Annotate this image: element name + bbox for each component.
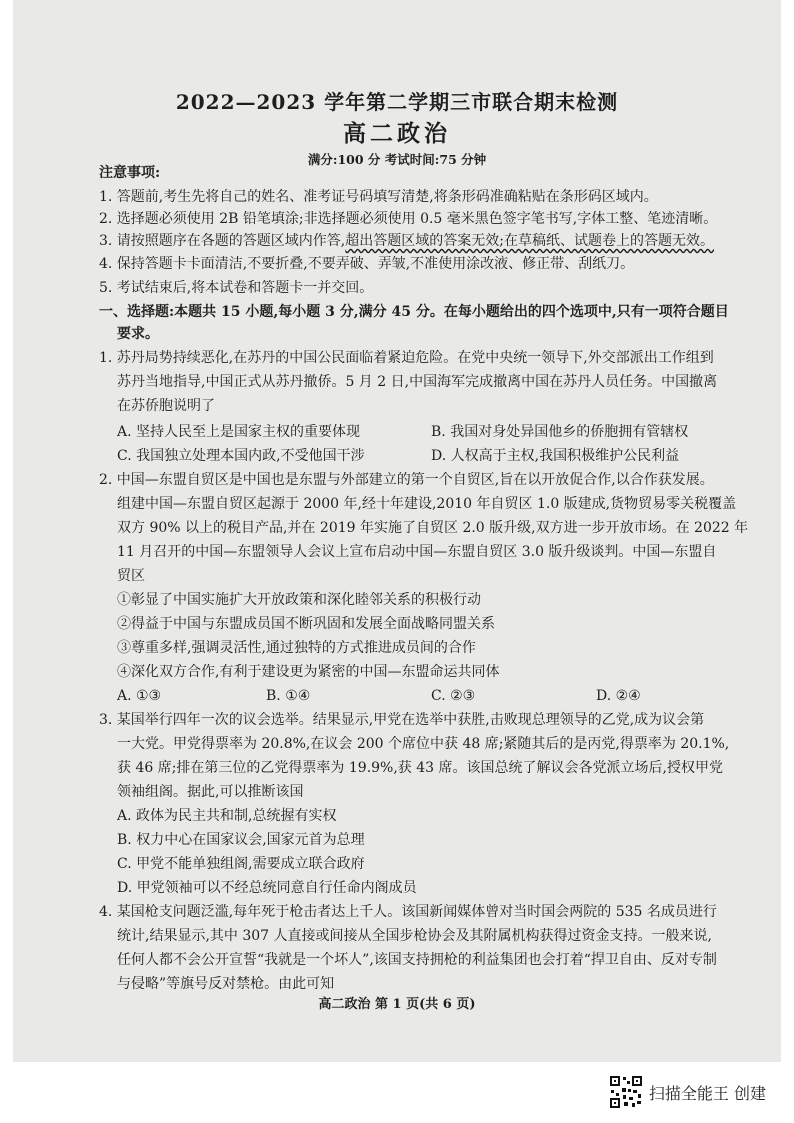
section-heading: 一、选择题:本题共 15 小题,每小题 3 分,满分 45 分。在每小题给出的四个选项中,只有一项符合题目 (99, 304, 729, 320)
q2-stem-line: 贸区 (117, 568, 145, 584)
q2-statement: ①彰显了中国实施扩大开放政策和深化睦邻关系的积极行动 (117, 592, 481, 608)
notice-item-3-underlined: 超出答题区域的答案无效;在草稿纸、试题卷上的答题无效。 (345, 233, 714, 249)
q2-option-d: D. ②④ (596, 688, 641, 704)
section-heading-cont: 要求。 (117, 326, 159, 342)
qr-code-icon (609, 1075, 643, 1109)
q3-stem-line: 领袖组阁。据此,可以推断该国 (117, 784, 304, 800)
notice-item-3-text: 3. 请按照题序在各题的答题区域内作答, (99, 233, 346, 249)
notice-item-3 (99, 230, 714, 252)
q1-stem-line: 在苏侨胞说明了 (117, 398, 215, 414)
q1-stem-line: 苏丹当地指导,中国正式从苏丹撤侨。5 月 2 日,中国海军完成撤离中国在苏丹人员任务。中国撤离 (117, 374, 718, 390)
q3-stem-line: 一大党。甲党得票率为 20.8%,在议会 200 个席位中获 48 席;紧随其后的是丙党,得票率为 20.1%, (117, 736, 730, 752)
q1-option-a: A. 坚持人民至上是国家主权的重要体现 (117, 424, 361, 440)
q4-stem-line: 任何人都不会公开宣誓“我就是一个坏人”,该国支持拥枪的利益集团也会打着“捍卫自由、反对专制 (117, 952, 717, 968)
scanner-watermark (609, 1075, 766, 1109)
q2-option-a: A. ①③ (117, 688, 162, 704)
exam-title: 2022—2023 学年第二学期三市联合期末检测 (175, 90, 619, 114)
q2-statement: ②得益于中国与东盟成员国不断巩固和发展全面战略同盟关系 (117, 616, 495, 632)
q2-stem-line: 11 月召开的中国—东盟领导人会议上宣布启动中国—东盟自贸区 3.0 版升级谈判。中国—东盟自 (117, 544, 717, 560)
notice-heading: 注意事项: (99, 165, 161, 181)
q1-option-b: B. 我国对身处异国他乡的侨胞拥有管辖权 (431, 424, 689, 440)
q2-statement: ④深化双方合作,有利于建设更为紧密的中国—东盟命运共同体 (117, 664, 500, 680)
notice-item-4: 4. 保持答题卡卡面清洁,不要折叠,不要弄破、弄皱,不准使用涂改液、修正带、刮纸刀。 (99, 256, 635, 272)
q4-stem-line: 与侵略”等旗号反对禁枪。由此可知 (117, 976, 335, 992)
q3-option-d: D. 甲党领袖可以不经总统同意自行任命内阁成员 (117, 880, 417, 896)
q1-option-c: C. 我国独立处理本国内政,不受他国干涉 (117, 448, 365, 464)
exam-page (13, 0, 781, 1062)
page-footer: 高二政治 第 1 页(共 6 页) (318, 997, 476, 1012)
notice-item-5: 5. 考试结束后,将本试卷和答题卡一并交回。 (99, 280, 374, 296)
notice-item-1: 1. 答题前,考生先将自己的姓名、准考证号码填写清楚,将条形码准确粘贴在条形码区域内。 (99, 189, 658, 205)
q4-stem-line: 4. 某国枪支问题泛滥,每年死于枪击者达上千人。该国新闻媒体曾对当时国会两院的 535 名成员进行 (99, 904, 717, 920)
subject-title: 高二政治 (343, 120, 451, 147)
q2-stem-line: 双方 90% 以上的税目产品,并在 2019 年实施了自贸区 2.0 版升级,双方进一步开放市场。在 2022 年 (117, 520, 749, 536)
q1-stem-line: 1. 苏丹局势持续恶化,在苏丹的中国公民面临着紧迫危险。在党中央统一领导下,外交部派出工作组到 (99, 350, 714, 366)
q1-option-d: D. 人权高于主权,我国积极维护公民利益 (431, 448, 680, 464)
q4-stem-line: 统计,结果显示,其中 307 人直接或间接从全国步枪协会及其附属机构获得过资金支持。一般来说, (117, 928, 712, 944)
q3-option-c: C. 甲党不能单独组阁,需要成立联合政府 (117, 856, 365, 872)
q3-option-b: B. 权力中心在国家议会,国家元首为总理 (117, 832, 365, 848)
q2-stem-line: 组建中国—东盟自贸区起源于 2000 年,经十年建设,2010 年自贸区 1.0 版建成,货物贸易零关税覆盖 (117, 496, 737, 512)
notice-item-2: 2. 选择题必须使用 2B 铅笔填涂;非选择题必须使用 0.5 毫米黑色签字笔书写,字体工整、笔迹清晰。 (99, 211, 718, 227)
q2-option-b: B. ①④ (266, 688, 311, 704)
q3-option-a: A. 政体为民主共和制,总统握有实权 (117, 808, 337, 824)
q3-stem-line: 3. 某国举行四年一次的议会选举。结果显示,甲党在选举中获胜,击败现总理领导的乙党,成为议会第 (99, 712, 705, 728)
q3-stem-line: 获 46 席;排在第三位的乙党得票率为 19.9%,获 43 席。该国总统了解议会各党派立场后,授权甲党 (117, 760, 723, 776)
q2-statement: ③尊重多样,强调灵活性,通过独特的方式推进成员间的合作 (117, 640, 476, 656)
q2-stem-line: 2. 中国—东盟自贸区是中国也是东盟与外部建立的第一个自贸区,旨在以开放促合作,以合作获发展。 (99, 472, 714, 488)
q2-option-c: C. ②③ (431, 688, 476, 704)
watermark-text: 扫描全能王 创建 (648, 1083, 766, 1103)
exam-meta: 满分:100 分 考试时间:75 分钟 (307, 152, 487, 167)
